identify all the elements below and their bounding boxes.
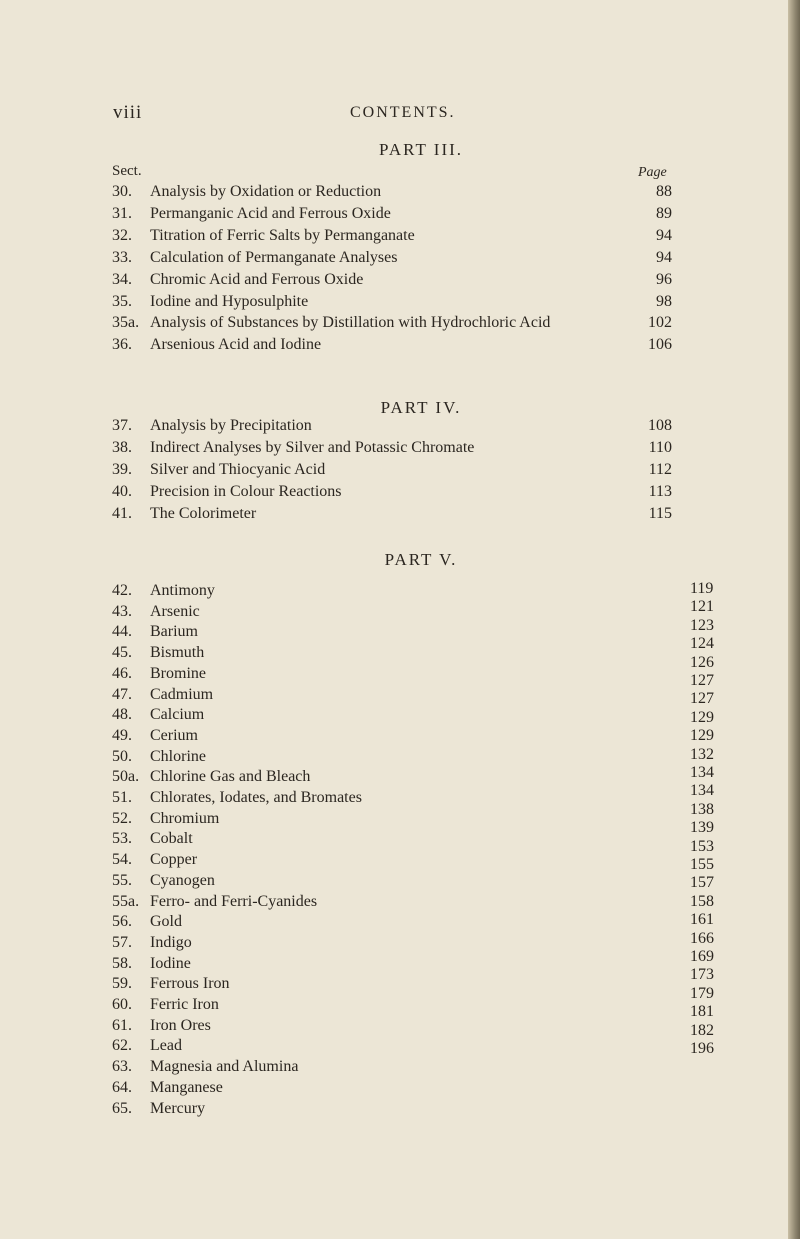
section-number: 31. xyxy=(112,204,132,222)
section-number: 55a. xyxy=(112,892,140,910)
section-number: 49. xyxy=(112,726,132,744)
page-reference: 127 xyxy=(690,690,714,708)
section-number: 37. xyxy=(112,417,132,434)
page-reference: 158 xyxy=(690,892,714,910)
page-reference: 129 xyxy=(690,727,714,745)
section-number: 36. xyxy=(112,336,132,354)
page-reference: 115 xyxy=(648,505,672,522)
section-title: Chromium xyxy=(150,809,220,827)
page-reference: 134 xyxy=(690,782,714,800)
section-title: Manganese xyxy=(150,1078,223,1096)
contents-entry xyxy=(112,623,672,645)
section-title: Ferro- and Ferri-Cyanides xyxy=(150,892,318,910)
page-reference: 123 xyxy=(690,616,714,634)
page-reference: 138 xyxy=(690,800,714,818)
section-number: 51. xyxy=(112,789,132,806)
contents-entry xyxy=(112,461,672,483)
section-title: The Colorimeter xyxy=(150,505,257,522)
section-title: Magnesia and Alumina xyxy=(150,1058,299,1076)
section-number: 30. xyxy=(112,183,132,200)
contents-entry xyxy=(112,996,672,1018)
section-number: 52. xyxy=(112,809,132,827)
contents-entry xyxy=(112,644,672,666)
page-reference: 94 xyxy=(656,226,672,244)
section-title: Analysis by Oxidation or Reduction xyxy=(150,183,382,200)
contents-entry xyxy=(112,271,672,293)
section-title: Permanganic Acid and Ferrous Oxide xyxy=(150,204,391,222)
contents-entry xyxy=(112,851,672,873)
section-number: 44. xyxy=(112,623,132,641)
section-number: 34. xyxy=(112,270,132,288)
section-title: Bromine xyxy=(150,664,206,682)
page-reference: 102 xyxy=(648,314,672,332)
contents-entry xyxy=(112,975,672,997)
page-reference: 89 xyxy=(656,204,672,222)
section-number: 60. xyxy=(112,996,132,1013)
section-title: Analysis by Precipitation xyxy=(150,417,312,434)
section-number: 50. xyxy=(112,747,132,765)
book-spine-edge xyxy=(788,0,800,1239)
section-title: Mercury xyxy=(150,1099,206,1117)
section-number: 50a. xyxy=(112,768,140,786)
section-number: 47. xyxy=(112,685,132,703)
page-reference: 173 xyxy=(690,966,714,984)
section-title: Lead xyxy=(150,1037,182,1055)
contents-entry xyxy=(112,293,672,315)
contents-entry xyxy=(112,934,672,956)
section-number: 48. xyxy=(112,706,132,724)
section-number: 62. xyxy=(112,1037,132,1055)
sect-column-label: Sect. xyxy=(112,163,142,179)
page-column-label: Page xyxy=(638,165,667,180)
section-number: 40. xyxy=(112,483,132,500)
contents-entry xyxy=(112,727,672,749)
section-title: Cadmium xyxy=(150,685,214,703)
section-number: 35a. xyxy=(112,314,140,332)
section-title: Indirect Analyses by Silver and Potassic Chromate xyxy=(150,439,475,456)
section-number: 63. xyxy=(112,1058,132,1076)
contents-entry xyxy=(112,183,672,205)
contents-entry xyxy=(112,686,672,708)
page-reference: 179 xyxy=(690,984,714,1002)
section-number: 35. xyxy=(112,292,132,310)
contents-entry xyxy=(112,913,672,935)
page-reference: 127 xyxy=(690,672,714,689)
page-header xyxy=(0,102,790,132)
contents-entry xyxy=(112,483,672,505)
section-title: Silver and Thiocyanic Acid xyxy=(150,461,326,478)
page-reference: 113 xyxy=(648,483,672,500)
contents-entry xyxy=(112,1058,672,1080)
section-title: Barium xyxy=(150,623,198,641)
contents-entry xyxy=(112,314,672,336)
contents-entry xyxy=(112,417,672,439)
contents-entry xyxy=(112,768,672,790)
section-title: Chlorates, Iodates, and Bromates xyxy=(150,789,362,806)
contents-entry xyxy=(112,227,672,249)
section-title: Chlorine xyxy=(150,747,206,765)
section-title: Chlorine Gas and Bleach xyxy=(150,768,311,786)
contents-entry xyxy=(112,439,672,461)
page-reference: 106 xyxy=(648,336,672,354)
page-reference: 196 xyxy=(690,1040,714,1057)
section-number: 38. xyxy=(112,439,132,456)
contents-entry xyxy=(112,830,672,852)
contents-entry xyxy=(112,1079,672,1101)
section-number: 64. xyxy=(112,1078,132,1096)
section-title: Arsenious Acid and Iodine xyxy=(150,336,322,354)
section-number: 65. xyxy=(112,1099,132,1117)
section-title: Indigo xyxy=(150,933,192,951)
page-reference: 121 xyxy=(690,598,714,616)
contents-entry xyxy=(112,1037,672,1059)
section-title: Calculation of Permanganate Analyses xyxy=(150,248,398,266)
contents-entry xyxy=(112,665,672,687)
section-number: 43. xyxy=(112,602,132,620)
section-title: Cyanogen xyxy=(150,871,215,889)
contents-entry xyxy=(112,249,672,271)
part-4-title: PART IV. xyxy=(380,398,462,417)
section-title: Iodine and Hyposulphite xyxy=(150,292,309,310)
section-title: Antimony xyxy=(150,582,215,599)
page-reference: 94 xyxy=(656,248,672,266)
section-number: 46. xyxy=(112,664,132,682)
contents-entry xyxy=(112,955,672,977)
page-reference: 124 xyxy=(690,635,714,653)
contents-entry xyxy=(112,789,672,811)
section-title: Chromic Acid and Ferrous Oxide xyxy=(150,270,364,288)
section-number: 58. xyxy=(112,954,132,972)
page-reference: 110 xyxy=(648,439,672,456)
page-reference: 134 xyxy=(690,764,714,781)
contents-entry xyxy=(112,582,672,604)
section-title: Copper xyxy=(150,851,198,869)
section-title: Gold xyxy=(150,913,182,931)
contents-entry xyxy=(112,205,672,227)
section-title: Ferric Iron xyxy=(150,996,219,1013)
section-number: 57. xyxy=(112,933,132,951)
page-reference: 88 xyxy=(656,183,672,200)
section-number: 39. xyxy=(112,461,132,478)
contents-entry xyxy=(112,706,672,728)
section-title: Arsenic xyxy=(150,602,200,620)
section-number: 53. xyxy=(112,830,132,848)
page-reference: 182 xyxy=(690,1021,714,1039)
page-reference: 161 xyxy=(690,911,714,929)
section-number: 61. xyxy=(112,1016,132,1034)
page-reference: 139 xyxy=(690,819,714,837)
section-title: Precision in Colour Reactions xyxy=(150,483,342,500)
section-number: 54. xyxy=(112,851,132,869)
section-number: 41. xyxy=(112,505,132,522)
contents-entry xyxy=(112,893,672,915)
section-number: 42. xyxy=(112,582,132,599)
page-reference: 155 xyxy=(690,856,714,873)
section-title: Ferrous Iron xyxy=(150,975,230,993)
section-title: Bismuth xyxy=(150,644,205,662)
running-title: CONTENTS. xyxy=(350,104,456,121)
page-reference: 153 xyxy=(690,837,714,855)
contents-entry xyxy=(112,748,672,770)
section-title: Titration of Ferric Salts by Permanganate xyxy=(150,226,415,244)
page-reference: 169 xyxy=(690,948,714,965)
page-number: viii xyxy=(113,102,143,123)
contents-entry xyxy=(112,603,672,625)
section-title: Iron Ores xyxy=(150,1016,211,1034)
contents-entry xyxy=(112,1017,672,1039)
page-reference: 129 xyxy=(690,708,714,726)
part-3-title: PART III. xyxy=(378,140,464,159)
contents-entry xyxy=(112,505,672,527)
contents-entry xyxy=(112,810,672,832)
section-number: 59. xyxy=(112,975,132,993)
page-reference: 119 xyxy=(690,580,714,597)
page-reference: 166 xyxy=(690,929,714,947)
section-number: 56. xyxy=(112,913,132,931)
section-number: 45. xyxy=(112,644,132,662)
page-reference: 98 xyxy=(656,292,672,310)
page-reference: 181 xyxy=(690,1003,714,1021)
section-number: 33. xyxy=(112,248,132,266)
page-reference: 132 xyxy=(690,745,714,763)
section-title: Calcium xyxy=(150,706,205,724)
section-title: Iodine xyxy=(150,954,191,972)
contents-entry xyxy=(112,336,672,358)
contents-entry xyxy=(112,872,672,894)
page-reference: 112 xyxy=(648,461,672,478)
page-reference: 96 xyxy=(656,270,672,288)
part-5-title: PART V. xyxy=(384,550,458,569)
page-reference: 108 xyxy=(648,417,672,434)
section-title: Analysis of Substances by Distillation with Hydrochloric Acid xyxy=(150,314,551,332)
section-number: 32. xyxy=(112,226,132,244)
section-title: Cerium xyxy=(150,726,198,744)
section-number: 55. xyxy=(112,871,132,889)
contents-entry xyxy=(112,1100,672,1122)
page-reference: 126 xyxy=(690,653,714,671)
section-title: Cobalt xyxy=(150,830,193,848)
page-reference: 157 xyxy=(690,874,714,892)
